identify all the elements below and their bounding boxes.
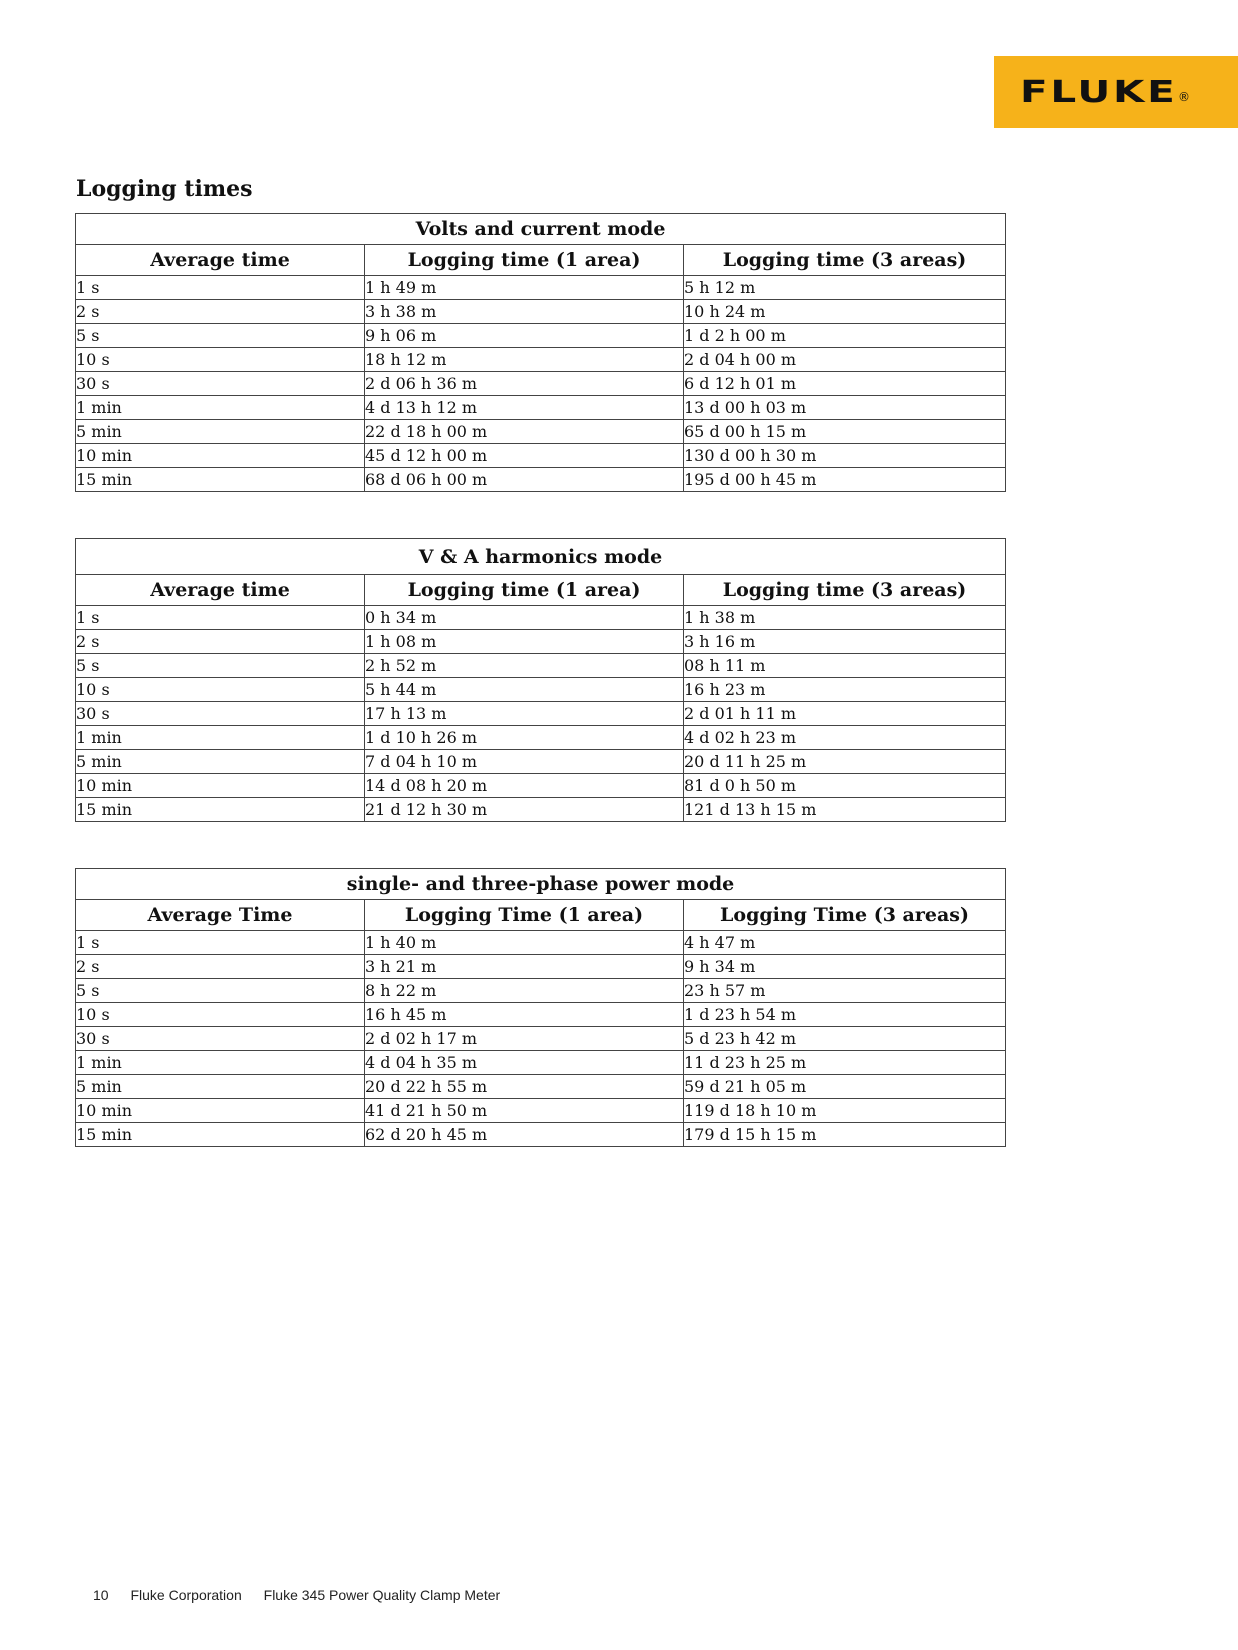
table-cell: 10 min: [76, 1099, 365, 1123]
table-cell: 195 d 00 h 45 m: [684, 468, 1006, 492]
table-cell: 6 d 12 h 01 m: [684, 372, 1006, 396]
table-cell: 1 min: [76, 396, 365, 420]
table-row: [76, 348, 1006, 372]
table-cell: 119 d 18 h 10 m: [684, 1099, 1006, 1123]
table-row: [76, 1075, 1006, 1099]
table-cell: 5 h 44 m: [365, 678, 684, 702]
table-cell: 30 s: [76, 372, 365, 396]
table-cell: 5 d 23 h 42 m: [684, 1027, 1006, 1051]
table-cell: 2 h 52 m: [365, 654, 684, 678]
table-row: [76, 1027, 1006, 1051]
table-cell: 23 h 57 m: [684, 979, 1006, 1003]
column-header: Average Time: [76, 900, 365, 931]
table-cell: 30 s: [76, 702, 365, 726]
table-row: [76, 931, 1006, 955]
table-cell: 18 h 12 m: [365, 348, 684, 372]
table-mode-title: Volts and current mode: [76, 214, 1006, 245]
table-row: [76, 630, 1006, 654]
column-header: Logging time (3 areas): [684, 245, 1006, 276]
page-title: Logging times: [76, 176, 253, 202]
table-cell: 1 d 23 h 54 m: [684, 1003, 1006, 1027]
table-row: [76, 276, 1006, 300]
table-cell: 10 s: [76, 1003, 365, 1027]
table-cell: 10 min: [76, 774, 365, 798]
table-cell: 10 s: [76, 678, 365, 702]
table-cell: 9 h 06 m: [365, 324, 684, 348]
table-row: [76, 654, 1006, 678]
footer-document-title: Fluke 345 Power Quality Clamp Meter: [263, 1587, 501, 1603]
table-cell: 68 d 06 h 00 m: [365, 468, 684, 492]
table-cell: 59 d 21 h 05 m: [684, 1075, 1006, 1099]
table-cell: 16 h 23 m: [684, 678, 1006, 702]
table-cell: 65 d 00 h 15 m: [684, 420, 1006, 444]
registered-mark: ®: [1178, 90, 1190, 104]
table-cell: 2 d 04 h 00 m: [684, 348, 1006, 372]
table-cell: 130 d 00 h 30 m: [684, 444, 1006, 468]
volts-current-table: [75, 213, 1006, 492]
table-cell: 45 d 12 h 00 m: [365, 444, 684, 468]
fluke-logo: [994, 56, 1238, 128]
table-cell: 15 min: [76, 468, 365, 492]
table-cell: 3 h 21 m: [365, 955, 684, 979]
table-cell: 5 s: [76, 324, 365, 348]
table-cell: 179 d 15 h 15 m: [684, 1123, 1006, 1147]
table-cell: 13 d 00 h 03 m: [684, 396, 1006, 420]
table-row: [76, 726, 1006, 750]
table-cell: 15 min: [76, 1123, 365, 1147]
table-cell: 2 d 01 h 11 m: [684, 702, 1006, 726]
footer-company: Fluke Corporation: [130, 1587, 242, 1603]
table-cell: 10 h 24 m: [684, 300, 1006, 324]
table-row: [76, 955, 1006, 979]
table-row: [76, 1003, 1006, 1027]
table-cell: 22 d 18 h 00 m: [365, 420, 684, 444]
column-header: Average time: [76, 245, 365, 276]
column-header: Logging time (3 areas): [684, 575, 1006, 606]
table-cell: 3 h 16 m: [684, 630, 1006, 654]
table-cell: 4 d 04 h 35 m: [365, 1051, 684, 1075]
table-cell: 3 h 38 m: [365, 300, 684, 324]
table-row: [76, 1051, 1006, 1075]
table-cell: 1 s: [76, 276, 365, 300]
column-header: Logging time (1 area): [365, 575, 684, 606]
table-cell: 14 d 08 h 20 m: [365, 774, 684, 798]
table-cell: 10 s: [76, 348, 365, 372]
table-cell: 4 d 13 h 12 m: [365, 396, 684, 420]
table-cell: 7 d 04 h 10 m: [365, 750, 684, 774]
table-row: [76, 396, 1006, 420]
table-cell: 2 s: [76, 955, 365, 979]
table-cell: 21 d 12 h 30 m: [365, 798, 684, 822]
power-mode-table: [75, 868, 1006, 1147]
column-header: Average time: [76, 575, 365, 606]
table-row: [76, 468, 1006, 492]
table-row: [76, 1099, 1006, 1123]
table-cell: 15 min: [76, 798, 365, 822]
table-cell: 121 d 13 h 15 m: [684, 798, 1006, 822]
table-row: [76, 798, 1006, 822]
table-row: [76, 300, 1006, 324]
table-cell: 5 h 12 m: [684, 276, 1006, 300]
table-row: [76, 606, 1006, 630]
table-cell: 5 min: [76, 1075, 365, 1099]
table-cell: 1 s: [76, 606, 365, 630]
table-cell: 5 min: [76, 420, 365, 444]
table-mode-title: V & A harmonics mode: [76, 539, 1006, 575]
table-cell: 4 h 47 m: [684, 931, 1006, 955]
table-cell: 1 d 2 h 00 m: [684, 324, 1006, 348]
table-cell: 17 h 13 m: [365, 702, 684, 726]
table-cell: 41 d 21 h 50 m: [365, 1099, 684, 1123]
table-row: [76, 750, 1006, 774]
table-cell: 20 d 22 h 55 m: [365, 1075, 684, 1099]
table-cell: 2 d 06 h 36 m: [365, 372, 684, 396]
table-cell: 16 h 45 m: [365, 1003, 684, 1027]
table-cell: 2 d 02 h 17 m: [365, 1027, 684, 1051]
column-header: Logging Time (1 area): [365, 900, 684, 931]
table-cell: 0 h 34 m: [365, 606, 684, 630]
table-cell: 4 d 02 h 23 m: [684, 726, 1006, 750]
table-row: [76, 774, 1006, 798]
table-row: [76, 678, 1006, 702]
table-cell: 5 s: [76, 654, 365, 678]
table-cell: 1 h 49 m: [365, 276, 684, 300]
harmonics-table: [75, 538, 1006, 822]
table-cell: 1 d 10 h 26 m: [365, 726, 684, 750]
table-cell: 08 h 11 m: [684, 654, 1006, 678]
column-header: Logging Time (3 areas): [684, 900, 1006, 931]
table-cell: 1 h 40 m: [365, 931, 684, 955]
table-cell: 5 s: [76, 979, 365, 1003]
table-cell: 11 d 23 h 25 m: [684, 1051, 1006, 1075]
table-cell: 81 d 0 h 50 m: [684, 774, 1006, 798]
table-mode-title: single- and three-phase power mode: [76, 869, 1006, 900]
table-cell: 62 d 20 h 45 m: [365, 1123, 684, 1147]
table-row: [76, 372, 1006, 396]
table-row: [76, 702, 1006, 726]
table-cell: 1 min: [76, 726, 365, 750]
table-row: [76, 420, 1006, 444]
table-cell: 30 s: [76, 1027, 365, 1051]
table-cell: 8 h 22 m: [365, 979, 684, 1003]
table-cell: 2 s: [76, 630, 365, 654]
table-cell: 20 d 11 h 25 m: [684, 750, 1006, 774]
table-row: [76, 444, 1006, 468]
table-cell: 1 h 38 m: [684, 606, 1006, 630]
table-cell: 1 h 08 m: [365, 630, 684, 654]
table-cell: 1 s: [76, 931, 365, 955]
table-cell: 1 min: [76, 1051, 365, 1075]
logo-text: FLUKE: [1020, 74, 1178, 110]
table-row: [76, 324, 1006, 348]
table-cell: 10 min: [76, 444, 365, 468]
column-header: Logging time (1 area): [365, 245, 684, 276]
table-cell: 9 h 34 m: [684, 955, 1006, 979]
table-cell: 2 s: [76, 300, 365, 324]
table-row: [76, 979, 1006, 1003]
page-number: 10: [93, 1587, 109, 1603]
table-cell: 5 min: [76, 750, 365, 774]
page-footer: [93, 1587, 518, 1603]
table-row: [76, 1123, 1006, 1147]
